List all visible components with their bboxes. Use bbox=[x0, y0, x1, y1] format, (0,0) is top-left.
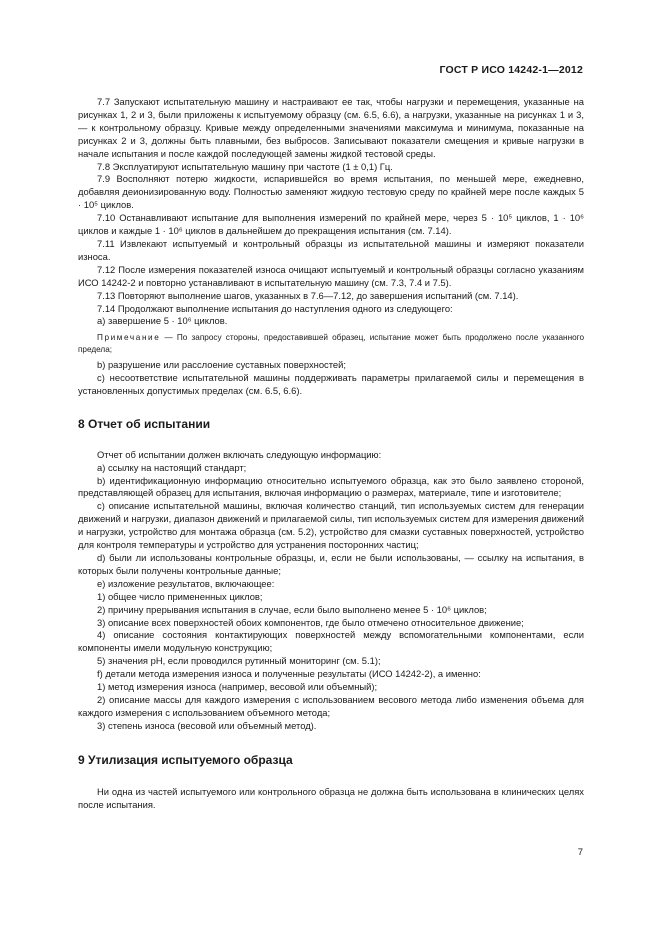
section-8-item-e2: 2) причину прерывания испытания в случае, если было выполнено менее 5 · 10⁶ циклов; bbox=[97, 603, 487, 615]
section-8-item-a: а) ссылку на настоящий стандарт; bbox=[97, 461, 247, 473]
note-label: Примечание bbox=[97, 333, 161, 343]
section-8-item-f2: 2) описание массы для каждого измерения с использованием весового метода либо изменения объема для каждого измерения с использованием объемного метода; bbox=[78, 693, 584, 718]
paragraph-7-13: 7.13 Повторяют выполнение шагов, указанных в 7.6—7.12, до завершения испытаний (см. 7.14). bbox=[97, 289, 519, 301]
section-8-item-d: d) были ли использованы контрольные образцы, и, если не были использованы, — ссылку на испытания, в которых были получены контрольные данные; bbox=[78, 552, 584, 576]
paragraph-7-9: 7.9 Восполняют потерю жидкости, испарившейся во время испытания, по меньшей мере, ежедневно, добавляя деионизированную воду. Полностью заменяют жидкую тестовую среду по крайней мере после каждых 5 · 10⁵ циклов. bbox=[78, 173, 584, 211]
section-9-text: Ни одна из частей испытуемого или контрольного образца не должна быть использована в клинических целях после испытания. bbox=[78, 785, 584, 810]
note-text: — По запросу стороны, предоставившей образец, испытание может быть продолжено после указанного предела; bbox=[78, 333, 584, 354]
list-item-7-14-a: а) завершение 5 · 10⁶ циклов. bbox=[97, 315, 228, 327]
section-8-item-e3: 3) описание всех поверхностей обоих компонентов, где было отмечено относительное движение; bbox=[97, 616, 524, 628]
section-8-item-e: е) изложение результатов, включающее: bbox=[97, 577, 275, 589]
section-8-item-f3: 3) степень износа (весовой или объемный метод). bbox=[97, 719, 317, 731]
section-9-heading: 9 Утилизация испытуемого образца bbox=[78, 752, 293, 767]
document-header: ГОСТ Р ИСО 14242-1—2012 bbox=[439, 64, 583, 76]
section-8-item-b: b) идентификационную информацию относительно испытуемого образца, как это было заявлено стороной, представляющей образец для испытания, включая информацию о размерах, материале, типе и изготовителе; bbox=[78, 474, 584, 499]
paragraph-7-10: 7.10 Останавливают испытание для выполнения измерений по крайней мере, через 5 · 10⁵ циклов, 1 · 10⁶ циклов и каждые 1 · 10⁶ циклов в дальнейшем до прекращения испытания (см. 7.14). bbox=[78, 212, 584, 237]
list-item-7-14-b: b) разрушение или расслоение суставных поверхностей; bbox=[97, 359, 346, 371]
page-number: 7 bbox=[577, 847, 583, 858]
note bbox=[78, 332, 584, 355]
list-item-7-14-c: с) несоответствие испытательной машины поддерживать параметры прилагаемой силы и перемещения в установленных допустимых пределах (см. 6.5, 6.6). bbox=[78, 372, 584, 396]
section-8-item-f: f) детали метода измерения износа и полученные результаты (ИСО 14242-2), а именно: bbox=[97, 668, 481, 680]
section-8-item-e5: 5) значения pH, если проводился рутинный мониторинг (см. 5.1); bbox=[97, 655, 381, 667]
section-8-item-f1: 1) метод измерения износа (например, весовой или объемный); bbox=[97, 681, 378, 693]
section-8-item-e4: 4) описание состояния контактирующих поверхностей между вспомогательными компонентами, если компоненты имели модульную конструкцию; bbox=[78, 629, 584, 654]
page-content bbox=[78, 96, 584, 811]
section-8-heading: 8 Отчет об испытании bbox=[78, 416, 211, 431]
section-8-intro: Отчет об испытании должен включать следующую информацию: bbox=[97, 448, 382, 460]
paragraph-7-12: 7.12 После измерения показателей износа очищают испытуемый и контрольный образцы согласно указаниям ИСО 14242-2 и повторно устанавливают в испытательную машину (см. 7.3, 7.4 и 7.5). bbox=[78, 263, 584, 288]
paragraph-7-11: 7.11 Извлекают испытуемый и контрольный образцы из испытательной машины и измеряют показатели износа. bbox=[78, 237, 584, 262]
section-8-item-c: с) описание испытательной машины, включая количество станций, тип используемых систем для генерации движений и нагрузки, диапазон движений и прилагаемой силы, тип используемых систем для измерения движений и нагрузки, устройство для монтажа образца (см. 5.2), устройство для смазки суставных поверхностей, устройство для контроля температуры и устройство для устранения посторонних частиц; bbox=[78, 500, 584, 551]
paragraph-7-8: 7.8 Эксплуатируют испытательную машину при частоте (1 ± 0,1) Гц. bbox=[97, 160, 393, 172]
paragraph-7-14: 7.14 Продолжают выполнение испытания до наступления одного из следующего: bbox=[97, 302, 453, 314]
section-8-item-e1: 1) общее число примененных циклов; bbox=[97, 590, 263, 602]
paragraph-7-7: 7.7 Запускают испытательную машину и настраивают ее так, чтобы нагрузки и перемещения, указанные на рисунках 1, 2 и 3, были приложены к испытуемому образцу (см. 6.5, 6.6), а нагрузки, указанные на рисунках 1 и 3, — к контрольному образцу. Кривые между определенными значениями максимума и минимума, показанные на рисунках 2 и 3, должны быть плавными, без выбросов. Записывают показатели смещения и кривые нагрузки в начале испытания и после каждой последующей замены жидкой тестовой среды. bbox=[78, 96, 584, 159]
